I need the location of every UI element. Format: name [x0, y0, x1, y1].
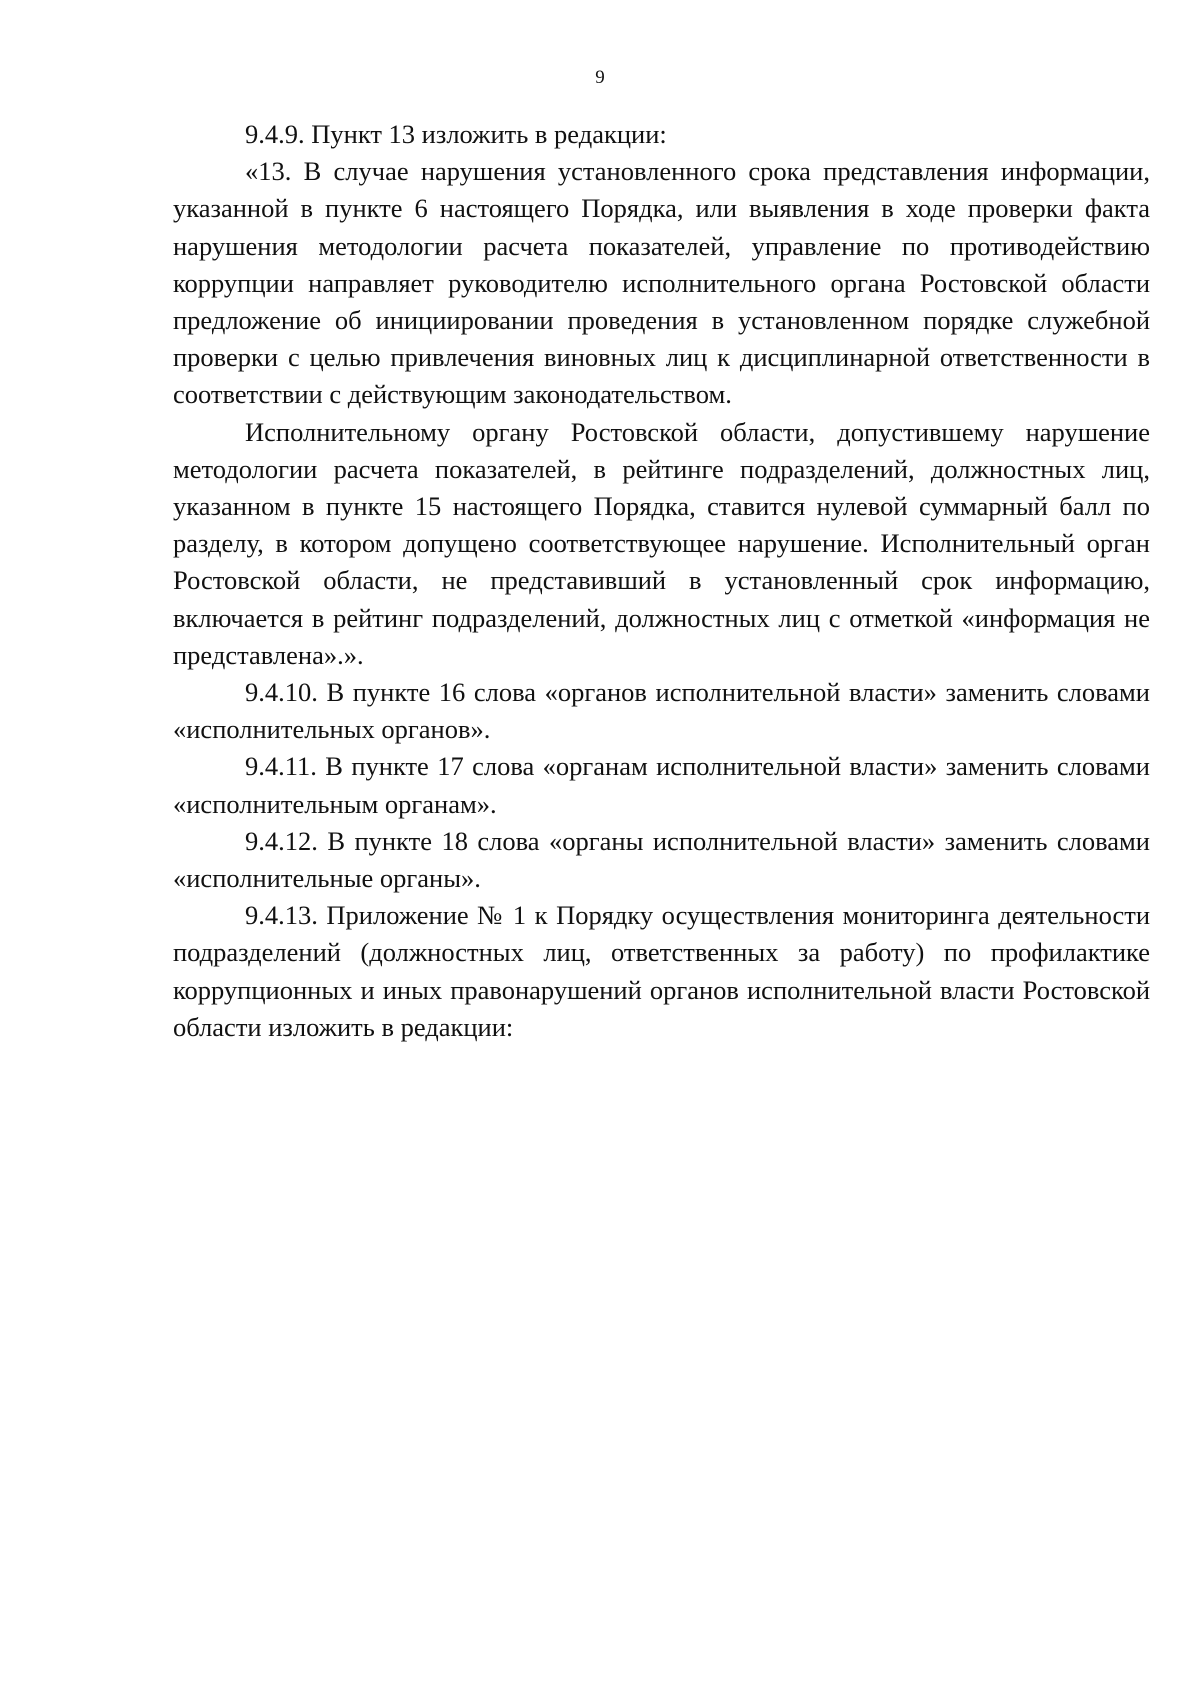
paragraph-9-4-12: 9.4.12. В пункте 18 слова «органы исполнительной власти» заменить словами «исполнительные органы».	[173, 825, 1150, 894]
paragraph-9-4-9: 9.4.9. Пункт 13 изложить в редакции:	[245, 119, 667, 149]
paragraph-9-4-10: 9.4.10. В пункте 16 слова «органов исполнительной власти» заменить словами «исполнительных органов».	[173, 677, 1150, 745]
paragraph-9-4-13: 9.4.13. Приложение № 1 к Порядку осуществления мониторинга деятельности подразделений (должностных лиц, ответственных за работу) по профилактике коррупционных и иных правонарушений органов исполнительной власти Ростовской области изложить в редакции:	[173, 900, 1150, 1042]
document-body	[173, 116, 1150, 1046]
page-number: 9	[595, 67, 605, 88]
paragraph-item-13-text: «13. В случае нарушения установленного срока представления информации, указанной в пункте 6 настоящего Порядка, или выявления в ходе проверки факта нарушения методологии расчета показателей, управление по противодействию коррупции направляет руководителю исполнительного органа Ростовской области предложение об инициировании проведения в установленном порядке служебной проверки с целью привлечения виновных лиц к дисциплинарной ответственности в соответствии с действующим законодательством.	[173, 156, 1150, 410]
paragraph-item-13-continuation: Исполнительному органу Ростовской области, допустившему нарушение методологии расчета показателей, в рейтинге подразделений, должностных лиц, указанном в пункте 15 настоящего Порядка, ставится нулевой суммарный балл по разделу, в котором допущено соответствующее нарушение. Исполнительный орган Ростовской области, не представивший в установленный срок информацию, включается в рейтинг подразделений, должностных лиц с отметкой «информация не представлена».».	[173, 416, 1150, 670]
paragraph-9-4-11: 9.4.11. В пункте 17 слова «органам исполнительной власти» заменить словами «исполнительным органам».	[173, 751, 1150, 819]
